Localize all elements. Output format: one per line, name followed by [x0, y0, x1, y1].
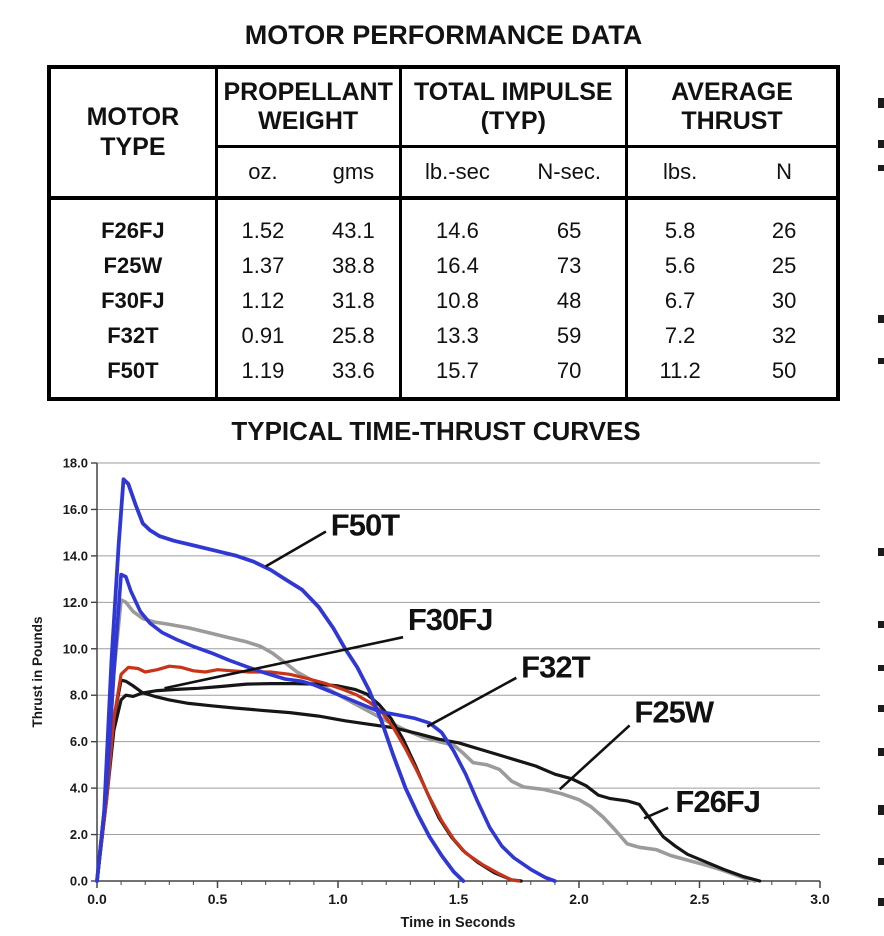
clipped-text-fragment: [878, 315, 884, 323]
unit-lb-sec: lb.-sec: [400, 147, 513, 199]
curve-F25W: [97, 600, 755, 881]
table-row: [49, 248, 838, 283]
curve-F30FJ: [97, 684, 521, 881]
leader-line-F30FJ: [164, 637, 403, 688]
y-tick-label: 0.0: [69, 873, 88, 889]
value-cell: 31.8: [331, 288, 375, 313]
curve-label-F26FJ: F26FJ: [675, 784, 761, 820]
clipped-text-fragment: [878, 165, 884, 171]
x-tick-label: 0.5: [207, 891, 228, 907]
clipped-text-fragment: [878, 805, 884, 815]
clipped-text-fragment: [878, 140, 884, 148]
value-cell: 33.6: [331, 358, 375, 383]
y-tick-label: 8.0: [69, 687, 88, 703]
y-tick-label: 2.0: [69, 827, 88, 843]
value-cell: 59: [556, 323, 582, 348]
value-cell: 73: [556, 253, 582, 278]
header-average-thrust: AVERAGE THRUST: [627, 67, 838, 147]
table-row: [49, 353, 838, 399]
leader-line-F50T: [266, 532, 326, 567]
leader-line-F25W: [560, 725, 630, 789]
value-cell: 13.3: [400, 318, 513, 353]
value-cell: 43.1: [331, 218, 375, 243]
motor-type-cell: F30FJ: [49, 283, 216, 318]
value-cell: 1.52: [216, 198, 308, 248]
value-cell: 25: [771, 253, 797, 278]
y-axis-title: Thrust in Pounds: [30, 616, 45, 728]
header-motor-type: MOTOR TYPE: [49, 67, 216, 198]
y-tick-label: 4.0: [69, 780, 88, 796]
clipped-text-fragment: [878, 665, 884, 671]
clipped-text-fragment: [878, 858, 884, 865]
unit-oz: oz.: [216, 147, 308, 199]
table-header-group-row: [49, 67, 838, 147]
unit-gms: gms: [308, 147, 400, 199]
table-row: [49, 283, 838, 318]
x-tick-label: 2.0: [569, 891, 589, 907]
value-cell: 0.91: [216, 318, 308, 353]
y-tick-label: 18.0: [62, 455, 88, 471]
x-tick-label: 2.5: [689, 891, 710, 907]
table-row: [49, 318, 838, 353]
value-cell: 1.37: [216, 248, 308, 283]
motor-type-cell: F50T: [49, 353, 216, 399]
value-cell: 30: [771, 288, 797, 313]
x-axis-title: Time in Seconds: [400, 915, 516, 931]
value-cell: 6.7: [627, 283, 733, 318]
clipped-text-fragment: [878, 358, 884, 364]
curve-label-F32T: F32T: [521, 649, 590, 685]
value-cell: 11.2: [627, 353, 733, 399]
clipped-text-fragment: [878, 748, 884, 756]
chart-title: TYPICAL TIME-THRUST CURVES: [231, 416, 641, 446]
motor-type-cell: F25W: [49, 248, 216, 283]
x-tick-label: 3.0: [810, 891, 830, 907]
clipped-text-fragment: [878, 621, 884, 628]
value-cell: 14.6: [400, 198, 513, 248]
y-tick-label: 12.0: [62, 594, 88, 610]
value-cell: 7.2: [627, 318, 733, 353]
value-cell: 65: [556, 218, 582, 243]
value-cell: 1.12: [216, 283, 308, 318]
curve-label-F50T: F50T: [330, 507, 400, 543]
value-cell: 10.8: [400, 283, 513, 318]
clipped-text-fragment: [878, 898, 884, 906]
x-tick-label: 0.0: [87, 891, 107, 907]
value-cell: 50: [771, 358, 797, 383]
curve-label-F30FJ: F30FJ: [407, 601, 493, 637]
x-tick-label: 1.0: [328, 891, 348, 907]
table-row: [49, 198, 838, 248]
table-title: MOTOR PERFORMANCE DATA: [244, 20, 643, 50]
value-cell: 26: [771, 218, 797, 243]
value-cell: 16.4: [400, 248, 513, 283]
motor-type-cell: F32T: [49, 318, 216, 353]
value-cell: 1.19: [216, 353, 308, 399]
value-cell: 15.7: [400, 353, 513, 399]
motor-performance-table: [47, 65, 840, 401]
motor-type-cell: F26FJ: [49, 198, 216, 248]
clipped-text-fragment: [878, 548, 884, 556]
curve-F50T: [97, 479, 463, 881]
y-tick-label: 10.0: [62, 641, 88, 657]
curve-label-F25W: F25W: [634, 694, 714, 730]
value-cell: 5.6: [627, 248, 733, 283]
unit-n-sec: N-sec.: [513, 147, 626, 199]
y-tick-label: 16.0: [62, 501, 88, 517]
value-cell: 38.8: [331, 253, 375, 278]
value-cell: 5.8: [627, 198, 733, 248]
time-thrust-chart: [0, 452, 884, 936]
value-cell: 70: [556, 358, 582, 383]
value-cell: 25.8: [331, 323, 375, 348]
leader-line-F32T: [427, 678, 516, 727]
value-cell: 48: [556, 288, 582, 313]
value-cell: 32: [771, 323, 797, 348]
unit-lbs: lbs.: [627, 147, 733, 199]
x-tick-label: 1.5: [448, 891, 469, 907]
y-tick-label: 6.0: [69, 734, 88, 750]
header-propellant-weight: PROPELLANT WEIGHT: [216, 67, 400, 147]
clipped-text-fragment: [878, 705, 884, 712]
clipped-text-fragment: [878, 98, 884, 108]
y-tick-label: 14.0: [62, 548, 88, 564]
header-total-impulse: TOTAL IMPULSE (TYP): [400, 67, 626, 147]
unit-n: N: [732, 147, 838, 199]
